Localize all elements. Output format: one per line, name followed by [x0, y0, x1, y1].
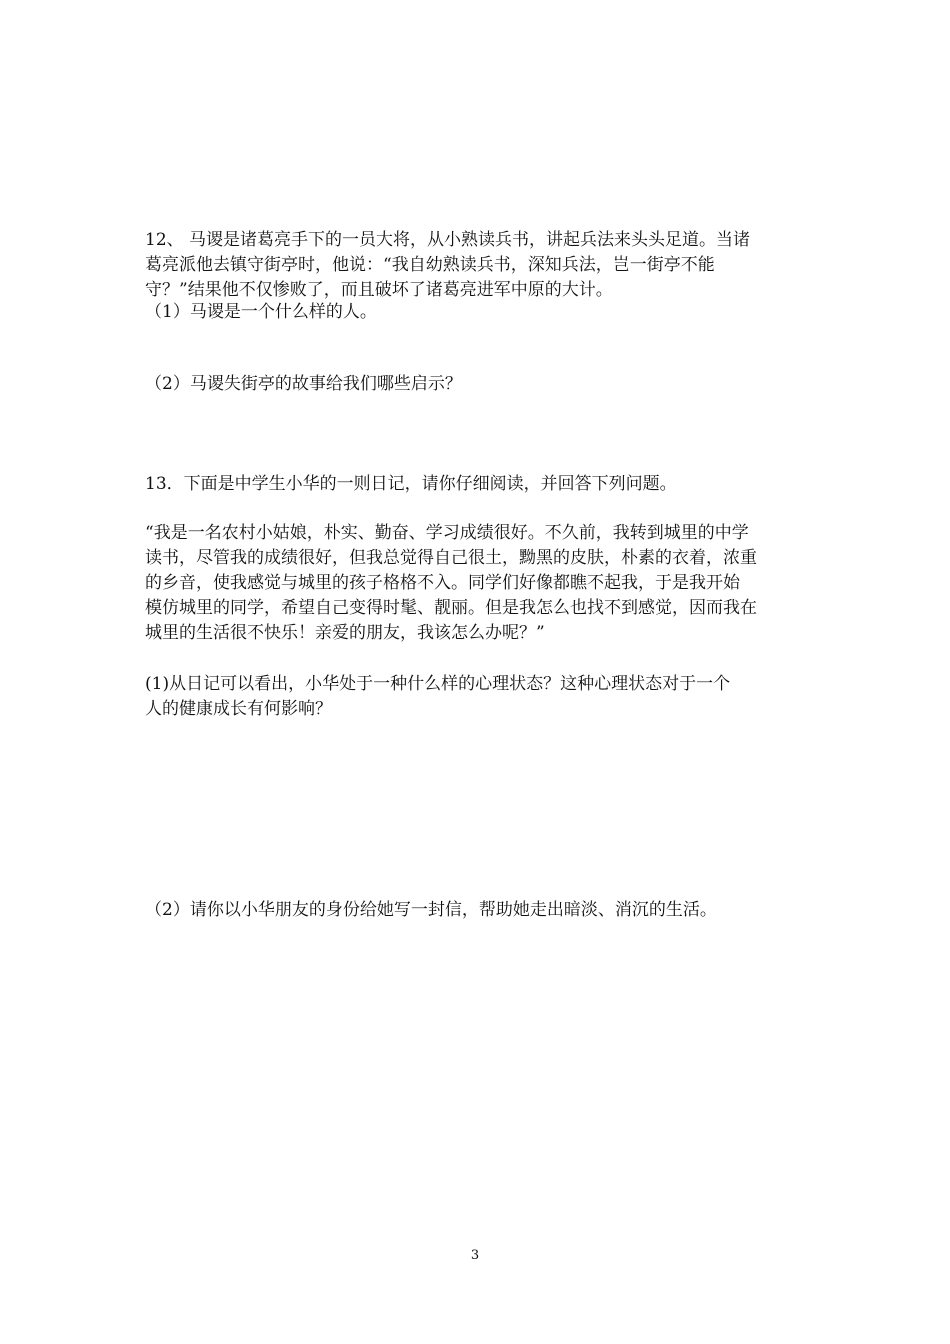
text-line: (1)从日记可以看出，小华处于一种什么样的心理状态？这种心理状态对于一个 [145, 674, 731, 694]
text-line: 12、 马谡是诸葛亮手下的一员大将，从小熟读兵书，讲起兵法来头头足道。当诸 [145, 230, 751, 250]
text-line: 的乡音，使我感觉与城里的孩子格格不入。同学们好像都瞧不起我，于是我开始 [145, 573, 740, 593]
question-13-sub-2 [145, 898, 810, 923]
question-13-diary [145, 521, 810, 646]
text-line: 守？”结果他不仅惨败了，而且破坏了诸葛亮进军中原的大计。 [145, 280, 613, 300]
text-line: “我是一名农村小姑娘，朴实、勤奋、学习成绩很好。不久前，我转到城里的中学 [145, 523, 749, 543]
text-line: （1）马谡是一个什么样的人。 [145, 302, 377, 322]
text-line: 葛亮派他去镇守街亭时，他说：“我自幼熟读兵书，深知兵法，岂一街亭不能 [145, 255, 715, 275]
text-line: 人的健康成长有何影响？ [145, 699, 332, 719]
text-line: （2）马谡失街亭的故事给我们哪些启示？ [145, 374, 462, 394]
question-12-sub-1 [145, 300, 810, 325]
text-line: 读书，尽管我的成绩很好，但我总觉得自己很土，黝黑的皮肤，朴素的衣着，浓重 [145, 548, 757, 568]
text-line: 城里的生活很不快乐！亲爱的朋友，我该怎么办呢？” [145, 623, 545, 643]
question-13-intro [145, 472, 810, 497]
text-line: 模仿城里的同学，希望自己变得时髦、靓丽。但是我怎么也找不到感觉，因而我在 [145, 598, 757, 618]
question-12-text [145, 228, 810, 303]
question-13-sub-1 [145, 672, 810, 722]
text-line: （2）请你以小华朋友的身份给她写一封信，帮助她走出暗淡、消沉的生活。 [145, 900, 717, 920]
page-number: 3 [470, 1248, 480, 1263]
question-12-sub-2 [145, 372, 810, 397]
text-line: 13．下面是中学生小华的一则日记，请你仔细阅读，并回答下列问题。 [145, 474, 677, 494]
